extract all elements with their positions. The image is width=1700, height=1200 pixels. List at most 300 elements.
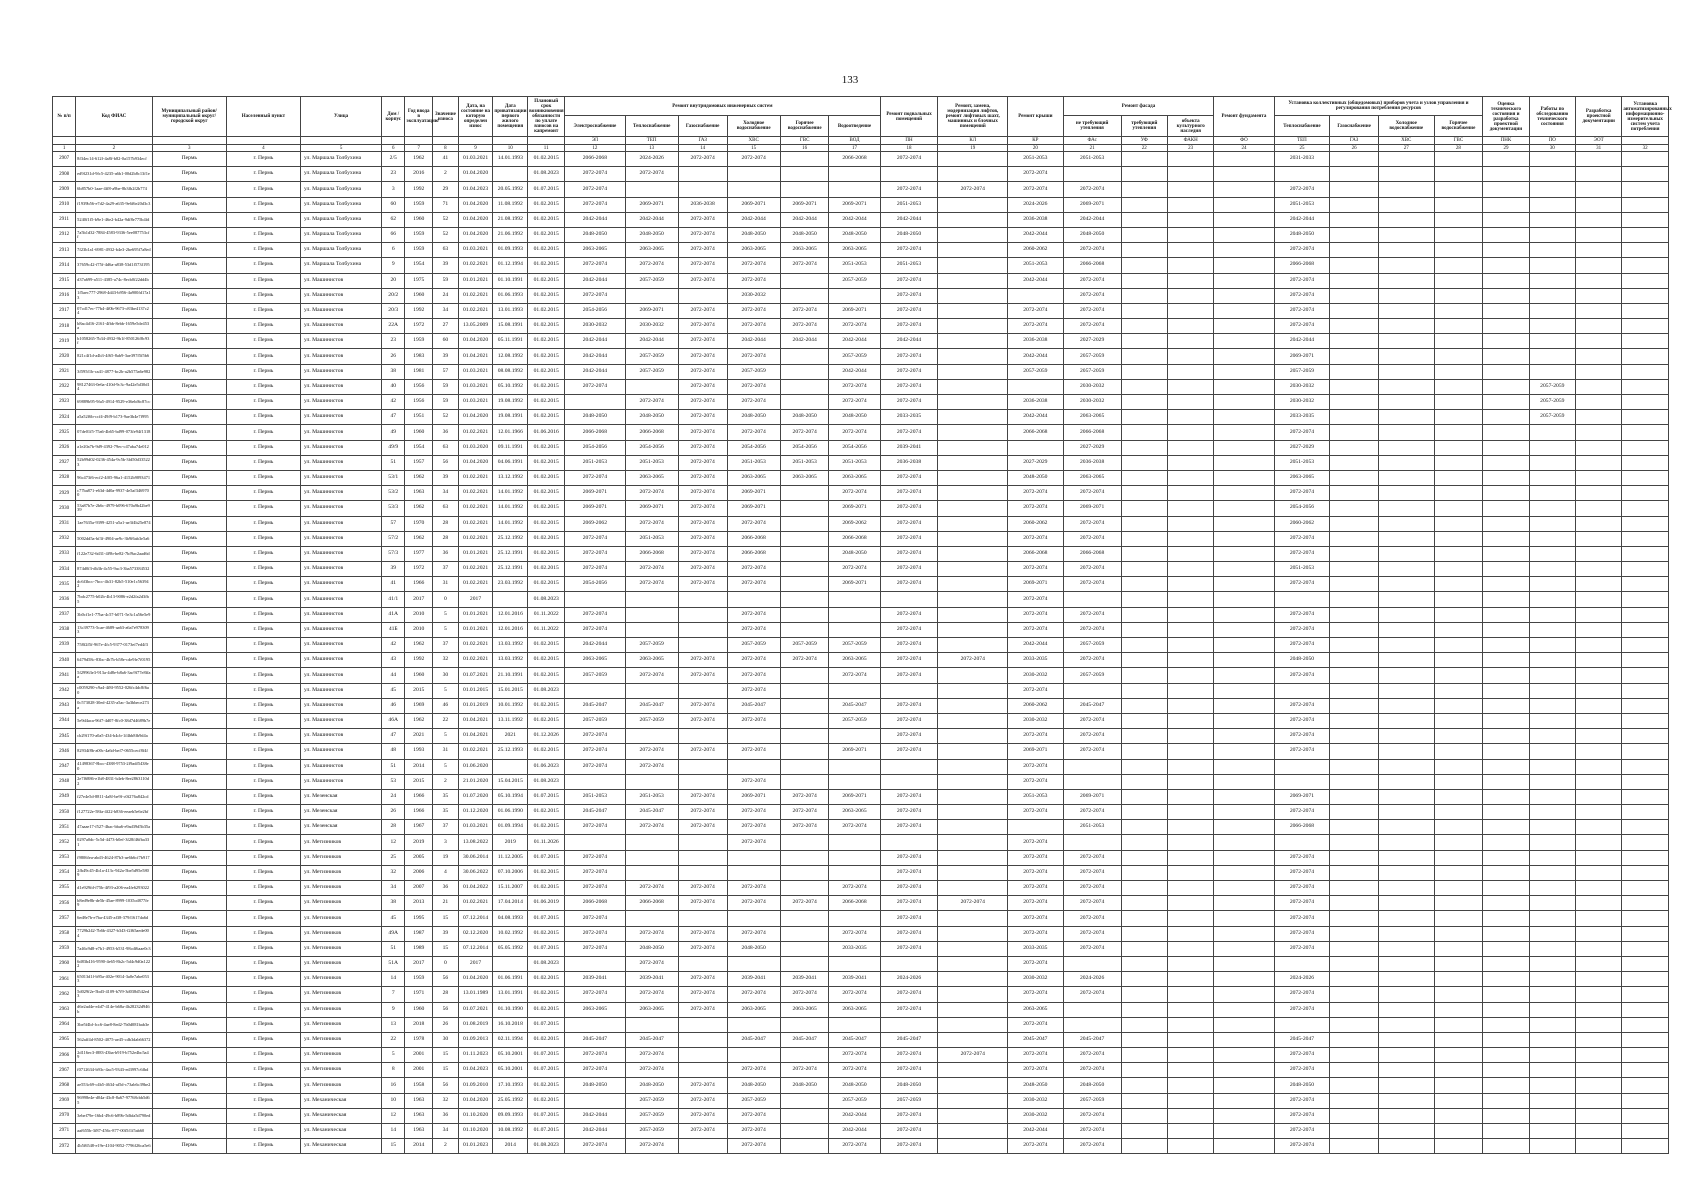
cell-st: ул. Машинистов	[301, 531, 382, 546]
cell-st: ул. Метизников	[301, 835, 382, 850]
cell-work-period	[780, 698, 829, 713]
cell-d2: 13.03.1992	[493, 653, 528, 668]
cell-work-period	[1167, 319, 1213, 334]
cell-work-period	[1214, 1093, 1274, 1108]
cell-work-period	[938, 425, 1008, 440]
cell-work-period: 2054-2056	[625, 440, 678, 455]
cell-work-period: 2042-2044	[565, 212, 625, 227]
cell-d1: 01.02.2021	[458, 516, 493, 531]
cell-work-period	[1575, 729, 1621, 744]
table-row	[53, 273, 1669, 288]
cell-n: 2948	[53, 774, 76, 789]
cell-d2: 09.09.1993	[493, 1108, 528, 1123]
cell-y: 2010	[405, 622, 433, 637]
cell-d3: 01.02.2015	[528, 531, 565, 546]
cell-work-period	[1378, 850, 1434, 865]
cell-work-period	[1378, 820, 1434, 835]
table-row	[53, 865, 1669, 880]
cell-work-period	[1167, 729, 1213, 744]
cell-st: ул. Механическая	[301, 1108, 382, 1123]
cell-work-period	[1214, 865, 1274, 880]
cell-st: ул. Машинистов	[301, 668, 382, 683]
cell-s: г. Пермь	[226, 926, 300, 941]
cell-work-period	[1330, 227, 1379, 242]
cell-work-period: 2072-2074	[1063, 926, 1121, 941]
cell-m: Пермь	[152, 562, 226, 577]
cell-n: 2971	[53, 1124, 76, 1139]
cell-work-period	[1483, 668, 1529, 683]
cell-work-period: 2072-2074	[1008, 607, 1064, 622]
cell-d1: 13.05.2009	[458, 319, 493, 334]
cell-d2: 04.06.1991	[493, 455, 528, 470]
cell-y: 1983	[405, 349, 433, 364]
cell-work-period	[938, 152, 1008, 167]
cell-st: ул. Метизников	[301, 1032, 382, 1047]
cell-work-period: 2072-2074	[880, 881, 938, 896]
cell-work-period: 2069-2071	[727, 501, 780, 516]
cell-m: Пермь	[152, 303, 226, 318]
cell-work-period: 2066-2068	[1274, 258, 1330, 273]
cell-d2: 16.10.2018	[493, 1017, 528, 1032]
cell-d1: 01.03.2021	[458, 820, 493, 835]
cell-work-period	[1167, 1032, 1213, 1047]
cell-work-period: 2072-2074	[938, 896, 1008, 911]
cell-work-period: 2057-2059	[625, 1124, 678, 1139]
cell-work-period: 2072-2074	[565, 926, 625, 941]
cell-work-period	[780, 1108, 829, 1123]
cell-d3: 01.07.2015	[528, 850, 565, 865]
code-cell-empty	[433, 137, 459, 145]
cell-work-period	[1330, 668, 1379, 683]
cell-work-period	[1378, 546, 1434, 561]
cell-h: 14	[382, 972, 405, 987]
cell-y: 1957	[405, 455, 433, 470]
column-number-cell: 25	[1274, 145, 1330, 152]
cell-y: 1962	[405, 501, 433, 516]
cell-work-period	[1167, 364, 1213, 379]
cell-s: г. Пермь	[226, 152, 300, 167]
cell-work-period	[1330, 212, 1379, 227]
cell-id: f27e4e5d-8811-4a8f-be9f-c0f276a842cd	[76, 789, 153, 804]
cell-st: ул. Машинистов	[301, 713, 382, 728]
cell-w: 37	[433, 638, 459, 653]
cell-m: Пермь	[152, 273, 226, 288]
cell-work-period: 2051-2053	[880, 258, 938, 273]
cell-work-period	[1214, 1017, 1274, 1032]
cell-m: Пермь	[152, 455, 226, 470]
cell-work-period	[1214, 1063, 1274, 1078]
cell-work-period	[1622, 744, 1669, 759]
cell-d1: 01.09.2013	[458, 1032, 493, 1047]
cell-work-period	[1622, 562, 1669, 577]
cell-m: Пермь	[152, 410, 226, 425]
code-cell: ХВС	[727, 137, 780, 145]
cell-work-period	[1622, 911, 1669, 926]
cell-n: 2919	[53, 334, 76, 349]
cell-d3: 01.02.2015	[528, 638, 565, 653]
code-cell: ГАЗ	[678, 137, 727, 145]
cell-d2: 19.08.1992	[493, 395, 528, 410]
cell-d1: 01.02.2021	[458, 531, 493, 546]
cell-work-period	[1330, 546, 1379, 561]
cell-d3: 01.08.2023	[528, 1139, 565, 1154]
cell-work-period: 2057-2059	[625, 1108, 678, 1123]
cell-s: г. Пермь	[226, 395, 300, 410]
cell-s: г. Пермь	[226, 805, 300, 820]
cell-h: 45	[382, 683, 405, 698]
cell-s: г. Пермь	[226, 638, 300, 653]
cell-h: 15	[382, 1139, 405, 1154]
table-row	[53, 1063, 1669, 1078]
cell-work-period: 2072-2074	[1274, 698, 1330, 713]
cell-work-period	[1378, 622, 1434, 637]
cell-w: 39	[433, 349, 459, 364]
cell-work-period	[1378, 182, 1434, 197]
cell-work-period	[1214, 1002, 1274, 1017]
cell-d3: 01.07.2015	[528, 789, 565, 804]
cell-work-period: 2072-2074	[1008, 562, 1064, 577]
cell-id: cb29f170-a0a5-434-b4cb-1f4bb8fb9d4a	[76, 729, 153, 744]
cell-work-period: 2072-2074	[1063, 941, 1121, 956]
cell-work-period: 2072-2074	[1274, 486, 1330, 501]
cell-work-period	[1167, 227, 1213, 242]
cell-work-period	[1167, 182, 1213, 197]
cell-w: 39	[433, 926, 459, 941]
cell-work-period: 2057-2059	[625, 638, 678, 653]
cell-work-period	[1483, 820, 1529, 835]
cell-work-period: 2072-2074	[880, 288, 938, 303]
cell-work-period: 2030-2032	[625, 319, 678, 334]
cell-y: 1967	[405, 820, 433, 835]
col-header-settlement: Населенный пункт	[226, 97, 300, 137]
cell-d2: 25.12.1992	[493, 531, 528, 546]
cell-work-period: 2069-2071	[1063, 197, 1121, 212]
table-row	[53, 516, 1669, 531]
cell-work-period	[1483, 212, 1529, 227]
cell-id: 3ebef79e-16b4-49c6-b89b-5dbfa5d790ed	[76, 1108, 153, 1123]
cell-work-period	[1121, 1032, 1167, 1047]
cell-work-period: 2072-2074	[880, 577, 938, 592]
cell-work-period	[1529, 668, 1575, 683]
cell-work-period	[1121, 759, 1167, 774]
cell-work-period: 2072-2074	[565, 820, 625, 835]
cell-id: 7729b242-7b6b-4327-b343-f2f65aede004	[76, 926, 153, 941]
cell-d1: 01.04.2020	[458, 334, 493, 349]
cell-work-period	[1167, 759, 1213, 774]
cell-work-period	[1274, 167, 1330, 182]
cell-work-period: 2072-2074	[1063, 805, 1121, 820]
cell-work-period	[1167, 470, 1213, 485]
cell-work-period: 2054-2056	[565, 303, 625, 318]
cell-d2: 12.08.1992	[493, 349, 528, 364]
cell-work-period	[1378, 911, 1434, 926]
cell-work-period: 2072-2074	[678, 1124, 727, 1139]
cell-work-period	[938, 531, 1008, 546]
cell-work-period	[938, 1093, 1008, 1108]
cell-work-period	[1434, 774, 1483, 789]
cell-work-period	[780, 941, 829, 956]
cell-h: 9	[382, 1002, 405, 1017]
cell-n: 2947	[53, 759, 76, 774]
cell-work-period	[938, 455, 1008, 470]
cell-work-period	[1483, 789, 1529, 804]
cell-d1: 01.01.2021	[458, 607, 493, 622]
cell-work-period: 2051-2053	[1063, 152, 1121, 167]
cell-work-period	[1529, 774, 1575, 789]
cell-work-period	[1483, 896, 1529, 911]
cell-work-period	[1575, 379, 1621, 394]
cell-d2: 11.08.1992	[493, 197, 528, 212]
cell-work-period	[1575, 1017, 1621, 1032]
cell-y: 1978	[405, 1032, 433, 1047]
table-row	[53, 288, 1669, 303]
cell-work-period: 2042-2044	[1008, 227, 1064, 242]
col-header-meter-hot: Горячее водоснабжение	[1434, 116, 1483, 137]
cell-work-period: 2072-2074	[1063, 1063, 1121, 1078]
cell-m: Пермь	[152, 319, 226, 334]
cell-m: Пермь	[152, 440, 226, 455]
cell-work-period	[625, 379, 678, 394]
cell-work-period	[780, 486, 829, 501]
cell-id: 2e7f6886-e1b8-4831-b4eb-8ee2863110d2	[76, 774, 153, 789]
cell-work-period	[1008, 288, 1064, 303]
cell-id: 07cd17ec-77b4-4f0b-9673-c83be4137c24	[76, 303, 153, 318]
cell-h: 16	[382, 1078, 405, 1093]
cell-work-period: 2048-2050	[625, 1078, 678, 1093]
cell-work-period	[1378, 729, 1434, 744]
cell-work-period	[1622, 531, 1669, 546]
cell-work-period	[938, 1108, 1008, 1123]
cell-work-period: 2066-2068	[727, 546, 780, 561]
cell-s: г. Пермь	[226, 379, 300, 394]
cell-y: 1951	[405, 410, 433, 425]
cell-work-period: 2072-2074	[727, 668, 780, 683]
cell-n: 2943	[53, 698, 76, 713]
cell-st: ул. Машинистов	[301, 455, 382, 470]
cell-s: г. Пермь	[226, 1063, 300, 1078]
cell-m: Пермь	[152, 835, 226, 850]
cell-s: г. Пермь	[226, 455, 300, 470]
cell-work-period	[1622, 653, 1669, 668]
cell-m: Пермь	[152, 1032, 226, 1047]
cell-h: 39	[382, 562, 405, 577]
cell-d2: 05.05.1992	[493, 941, 528, 956]
cell-s: г. Пермь	[226, 364, 300, 379]
cell-work-period	[1483, 577, 1529, 592]
cell-work-period	[1483, 1124, 1529, 1139]
cell-work-period: 2072-2074	[880, 319, 938, 334]
cell-work-period: 2054-2056	[727, 440, 780, 455]
cell-work-period	[1167, 835, 1213, 850]
cell-work-period	[1622, 972, 1669, 987]
cell-work-period: 2072-2074	[625, 486, 678, 501]
cell-work-period: 2072-2074	[880, 1048, 938, 1063]
cell-n: 2907	[53, 152, 76, 167]
cell-work-period: 2048-2050	[829, 1078, 880, 1093]
cell-d1: 2017	[458, 592, 493, 607]
cell-work-period	[1483, 759, 1529, 774]
cell-d2: 13.01.1993	[493, 303, 528, 318]
cell-s: г. Пермь	[226, 167, 300, 182]
cell-work-period	[1529, 364, 1575, 379]
cell-d3: 01.02.2015	[528, 865, 565, 880]
col-header-date-priv: Дата приватизации первого жилого помещения	[493, 97, 528, 137]
cell-work-period: 2066-2068	[565, 425, 625, 440]
cell-id: aaf655b-3f87-456c-877-00f5f1f5ab60	[76, 1124, 153, 1139]
cell-work-period	[565, 395, 625, 410]
cell-d3: 01.02.2015	[528, 273, 565, 288]
cell-h: 10	[382, 1093, 405, 1108]
cell-w: 63	[433, 440, 459, 455]
cell-work-period	[1483, 622, 1529, 637]
cell-work-period: 2072-2074	[1063, 182, 1121, 197]
cell-work-period	[1434, 440, 1483, 455]
cell-d3: 01.11.2022	[528, 607, 565, 622]
cell-work-period	[1121, 1017, 1167, 1032]
cell-work-period: 2045-2047	[1008, 1032, 1064, 1047]
cell-d3: 01.02.2015	[528, 1032, 565, 1047]
cell-h: 12	[382, 1108, 405, 1123]
cell-work-period: 2045-2047	[780, 1032, 829, 1047]
table-row	[53, 1078, 1669, 1093]
table-row	[53, 759, 1669, 774]
cell-y: 1970	[405, 516, 433, 531]
cell-work-period: 2072-2074	[880, 182, 938, 197]
cell-w: 36	[433, 881, 459, 896]
cell-d1: 01.01.2021	[458, 622, 493, 637]
cell-d3: 01.08.2023	[528, 592, 565, 607]
header-codes-row	[53, 137, 1669, 145]
cell-n: 2925	[53, 425, 76, 440]
cell-d2: 05.10.2001	[493, 1048, 528, 1063]
cell-work-period	[1121, 410, 1167, 425]
cell-work-period	[1330, 577, 1379, 592]
col-header-roof: Ремонт крыши	[1008, 97, 1064, 137]
cell-h: 44	[382, 668, 405, 683]
cell-work-period	[1330, 197, 1379, 212]
cell-d2: 21.06.1992	[493, 227, 528, 242]
cell-work-period	[780, 501, 829, 516]
cell-n: 2958	[53, 926, 76, 941]
cell-work-period	[678, 592, 727, 607]
cell-work-period	[1330, 455, 1379, 470]
cell-st: ул. Машинистов	[301, 638, 382, 653]
cell-work-period	[1167, 1002, 1213, 1017]
cell-w: 56	[433, 1078, 459, 1093]
cell-work-period	[1330, 1078, 1379, 1093]
cell-work-period: 2051-2053	[565, 789, 625, 804]
cell-d2: 14.01.1992	[493, 486, 528, 501]
cell-work-period: 2072-2074	[1274, 1108, 1330, 1123]
cell-n: 2918	[53, 319, 76, 334]
cell-d3: 01.02.2015	[528, 334, 565, 349]
cell-d3: 01.12.2026	[528, 729, 565, 744]
cell-n: 2960	[53, 956, 76, 971]
cell-d1: 01.02.2021	[458, 258, 493, 273]
cell-work-period: 2072-2074	[625, 577, 678, 592]
cell-d2: 12.01.1966	[493, 425, 528, 440]
cell-work-period	[1121, 911, 1167, 926]
cell-work-period	[1330, 303, 1379, 318]
cell-work-period: 2072-2074	[727, 683, 780, 698]
cell-w: 34	[433, 486, 459, 501]
cell-work-period: 2063-2065	[727, 1002, 780, 1017]
cell-work-period: 2072-2074	[625, 1139, 678, 1154]
cell-work-period	[1330, 638, 1379, 653]
cell-h: 51А	[382, 956, 405, 971]
cell-work-period: 2072-2074	[678, 501, 727, 516]
cell-work-period	[1622, 941, 1669, 956]
cell-work-period	[1214, 395, 1274, 410]
cell-work-period: 2072-2074	[678, 273, 727, 288]
cell-work-period	[780, 668, 829, 683]
cell-d1: 01.02.2021	[458, 577, 493, 592]
cell-work-period	[1434, 212, 1483, 227]
cell-d3: 01.02.2015	[528, 440, 565, 455]
cell-d3: 01.02.2015	[528, 744, 565, 759]
cell-work-period	[1214, 805, 1274, 820]
cell-work-period: 2072-2074	[678, 1078, 727, 1093]
column-number-cell: 3	[152, 145, 226, 152]
cell-work-period: 2072-2074	[727, 653, 780, 668]
cell-work-period	[1330, 516, 1379, 531]
cell-n: 2963	[53, 1002, 76, 1017]
cell-work-period	[1121, 319, 1167, 334]
cell-work-period: 2072-2074	[1063, 243, 1121, 258]
cell-work-period: 2072-2074	[678, 1108, 727, 1123]
cell-s: г. Пермь	[226, 729, 300, 744]
cell-work-period: 2072-2074	[1008, 805, 1064, 820]
cell-id: f0712634-b93c-4ac5-9343-ed3997c6fbd	[76, 1063, 153, 1078]
cell-s: г. Пермь	[226, 896, 300, 911]
cell-work-period	[1378, 698, 1434, 713]
cell-work-period: 2072-2074	[565, 1139, 625, 1154]
cell-work-period	[1378, 303, 1434, 318]
cell-work-period	[780, 1017, 829, 1032]
cell-work-period	[1063, 956, 1121, 971]
cell-work-period	[1378, 364, 1434, 379]
cell-work-period	[1121, 1078, 1167, 1093]
cell-work-period	[1575, 774, 1621, 789]
cell-work-period	[780, 167, 829, 182]
cell-work-period	[727, 865, 780, 880]
cell-y: 1966	[405, 805, 433, 820]
cell-work-period	[1121, 364, 1167, 379]
cell-y: 2017	[405, 956, 433, 971]
cell-d3: 01.02.2015	[528, 713, 565, 728]
cell-work-period: 2042-2044	[1008, 349, 1064, 364]
cell-work-period	[1378, 455, 1434, 470]
cell-work-period	[1483, 197, 1529, 212]
cell-work-period	[1121, 577, 1167, 592]
cell-work-period	[1575, 303, 1621, 318]
cell-work-period: 2072-2074	[678, 698, 727, 713]
cell-w: 63	[433, 243, 459, 258]
cell-work-period: 2072-2074	[829, 1139, 880, 1154]
cell-h: 57/3	[382, 546, 405, 561]
cell-work-period	[1434, 789, 1483, 804]
cell-work-period: 2057-2059	[625, 364, 678, 379]
cell-work-period: 2072-2074	[829, 1063, 880, 1078]
cell-work-period	[938, 972, 1008, 987]
code-cell: ФАс	[1063, 137, 1121, 145]
cell-work-period: 2063-2065	[727, 243, 780, 258]
cell-work-period	[1121, 486, 1167, 501]
table-row	[53, 546, 1669, 561]
cell-d1: 01.02.2021	[458, 470, 493, 485]
cell-work-period	[1529, 607, 1575, 622]
cell-work-period	[938, 805, 1008, 820]
